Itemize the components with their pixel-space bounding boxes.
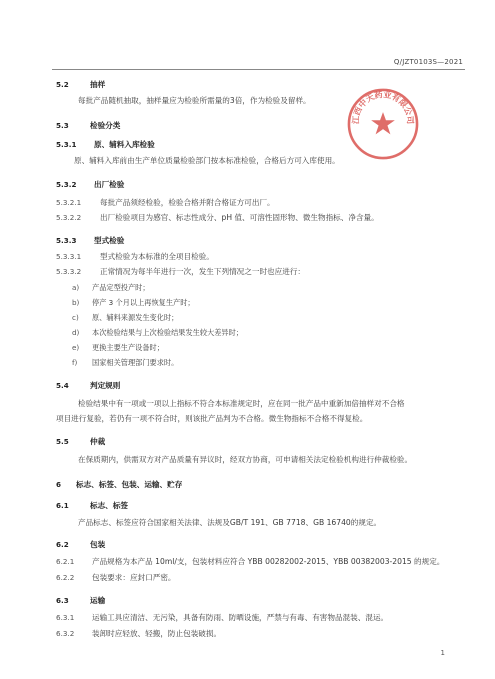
section-number: 5.5 <box>56 437 69 446</box>
company-seal-stamp <box>346 87 420 161</box>
list-item-marker: b) <box>72 298 80 307</box>
section-body-line: 项目进行复验，若仍有一项不符合时，则该批产品判为不合格。微生物指标不合格不得复检。 <box>56 414 368 423</box>
section-title: 出厂检验 <box>94 180 125 189</box>
document-code: Q/JZT0103S—2021 <box>393 58 463 66</box>
section-number: 5.3 <box>56 121 69 130</box>
list-item: 本次检验结果与上次检验结果发生较大差异时； <box>92 328 243 337</box>
section-body: 每批产品随机抽取，抽样量应为检验所需量的3倍，作为检验及留样。 <box>78 96 311 105</box>
clause-number: 5.3.2.1 <box>56 198 82 207</box>
section-number: 6.2 <box>56 540 69 549</box>
clause-number: 6.2.2 <box>56 573 75 582</box>
section-title: 原、辅料入库检验 <box>94 140 155 149</box>
list-item-marker: a) <box>72 283 80 292</box>
section-number: 5.3.1 <box>56 140 77 149</box>
section-number: 6.1 <box>56 501 69 510</box>
section-body: 在保质期内，供需双方对产品质量有异议时，经双方协商，可申请相关法定检验机构进行仲裁检验。 <box>78 455 413 464</box>
clause-body: 正常情况为每半年进行一次，发生下列情况之一时也应进行： <box>100 267 306 276</box>
section-number: 5.3.3 <box>56 236 77 245</box>
section-title: 运输 <box>90 596 106 605</box>
section-body: 产品标志、标签应符合国家相关法律、法规及GB/T 191、GB 7718、GB 16740的规定。 <box>78 518 382 527</box>
clause-number: 5.3.3.2 <box>56 267 82 276</box>
clause-number: 6.2.1 <box>56 557 75 566</box>
section-title: 包装 <box>90 540 106 549</box>
clause-number: 6.3.1 <box>56 613 75 622</box>
header-rule <box>52 69 465 70</box>
section-number: 6.3 <box>56 596 69 605</box>
clause-number: 5.3.2.2 <box>56 213 82 222</box>
clause-body: 型式检验为本标准的全项目检验。 <box>100 252 214 261</box>
section-title: 检验分类 <box>90 121 121 130</box>
section-title: 判定规则 <box>90 381 121 390</box>
list-item-marker: f) <box>72 358 78 367</box>
clause-body: 每批产品须经检验，检验合格并附合格证方可出厂。 <box>100 198 275 207</box>
list-item: 原、辅料来源发生变化时； <box>92 313 179 322</box>
chapter-title: 标志、标签、包装、运输、贮存 <box>76 480 183 489</box>
clause-number: 6.3.2 <box>56 629 75 638</box>
chapter-number: 6 <box>56 480 62 489</box>
section-title: 仲裁 <box>90 437 106 446</box>
section-title: 标志、标签 <box>90 501 128 510</box>
list-item-marker: c) <box>72 313 79 322</box>
clause-body: 出厂检验项目为感官、标志性成分、pH 值、可溶性固形物、微生物指标、净含量。 <box>100 213 379 222</box>
clause-body: 包装要求：应封口严密。 <box>92 573 176 582</box>
section-body: 原、辅料入库前由生产单位质量检验部门按本标准检验，合格后方可入库使用。 <box>74 156 340 165</box>
clause-body: 装卸时应轻放、轻搬，防止包装破损。 <box>92 629 222 638</box>
clause-number: 5.3.3.1 <box>56 252 82 261</box>
list-item: 停产 3 个月以上再恢复生产时； <box>92 298 195 307</box>
section-body-line: 检验结果中有一项或一项以上指标不符合本标准规定时，应在同一批产品中重新加倍抽样对不合格 <box>78 399 405 408</box>
section-title: 抽样 <box>90 80 106 89</box>
section-number: 5.4 <box>56 381 69 390</box>
list-item-marker: e) <box>72 343 80 352</box>
section-number: 5.3.2 <box>56 180 77 189</box>
section-number: 5.2 <box>56 80 69 89</box>
list-item: 产品定型投产时； <box>92 283 150 292</box>
list-item: 国家相关管理部门要求时。 <box>92 358 179 367</box>
clause-body: 产品规格为本产品 10ml/支，包装材料应符合 YBB 00282002-2015、YBB 00382003-2015 的规定。 <box>92 557 445 566</box>
section-title: 型式检验 <box>94 236 125 245</box>
list-item-marker: d) <box>72 328 80 337</box>
svg-text:江西中天药业有限公司: 江西中天药业有限公司 <box>350 89 416 125</box>
list-item: 更换主要生产设备时； <box>92 343 164 352</box>
clause-body: 运输工具应清洁、无污染，具备有防雨、防晒设施，严禁与有毒、有害物品混装、混运。 <box>92 613 389 622</box>
page-number: 1 <box>440 649 445 657</box>
